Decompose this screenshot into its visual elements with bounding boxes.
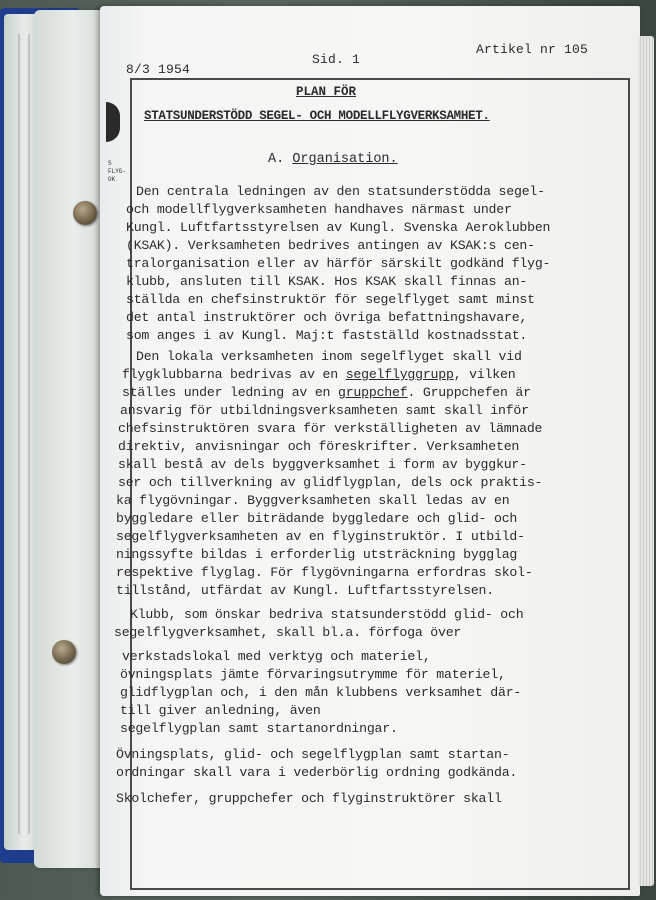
paragraph-line: Den lokala verksamheten inom segelflyget skall vid [136, 349, 522, 364]
paragraph-line: direktiv, anvisningar och föreskrifter. Verksamheten [118, 439, 520, 454]
list-item: till giver anledning, även [120, 703, 321, 718]
document-page [100, 6, 640, 896]
ksak-seal-icon: S FLYG- OK [106, 102, 120, 212]
emphasis-segelflyggrupp: segelflyggrupp [345, 367, 454, 382]
paragraph-line: flygklubbarna bedrivas av en segelflyggrupp, vilken [122, 367, 516, 382]
paragraph-line: tillstånd, utfärdat av Kungl. Luftfartsstyrelsen. [116, 583, 494, 598]
section-title: Organisation. [292, 152, 398, 167]
section-label: A. [268, 152, 285, 167]
list-item: verkstadslokal med verktyg och materiel, [122, 649, 431, 664]
paragraph-line: byggledare eller biträdande byggledare och glid- och [116, 511, 518, 526]
paragraph-line: ställes under ledning av en gruppchef. Gruppchefen är [122, 385, 531, 400]
paragraph-line: ka flygövningar. Byggverksamheten skall ledas av en [116, 493, 510, 508]
paragraph-line: och modellflygverksamheten handhaves närmast under [126, 202, 512, 217]
article-number: Artikel nr 105 [476, 42, 589, 57]
title-line-1: PLAN FÖR [296, 85, 357, 99]
paragraph-line: Kungl. Luftfartsstyrelsen av Kungl. Svenska Aeroklubben [126, 220, 551, 235]
paragraph-line: ställda en chefsinstruktör för segelflyget samt minst [126, 292, 535, 307]
paragraph-line: ansvarig för utbildningsverksamheten samt skall inför [120, 403, 529, 418]
paragraph-line: chefsinstruktören svara för verkställigheten av lämnade [118, 421, 543, 436]
emphasis-gruppchef: gruppchef [338, 385, 408, 400]
paragraph-line: som anges i av Kungl. Maj:t fastställd kostnadsstat. [126, 328, 528, 343]
paragraph-line: ningssyfte bildas i erforderlig utsträckning bygglag [116, 547, 518, 562]
paragraph-line: Övningsplats, glid- och segelflygplan samt startan- [116, 747, 510, 762]
paragraph-line: Klubb, som önskar bedriva statsunderstödd glid- och [130, 607, 524, 622]
list-item: glidflygplan och, i den mån klubbens verksamhet där- [120, 685, 522, 700]
binder-rivet-icon [73, 201, 97, 225]
paragraph-line: ordningar skall vara i vederbörlig ordning godkända. [116, 765, 518, 780]
paragraph-line: segelflygverksamhet, skall bl.a. förfoga över [114, 625, 462, 640]
document-date: 8/3 1954 [126, 62, 191, 77]
title-line-2: STATSUNDERSTÖDD SEGEL- OCH MODELLFLYGVERKSAMHET. [144, 109, 490, 123]
paragraph-line: Den centrala ledningen av den statsunderstödda segel- [136, 184, 545, 199]
list-item: segelflygplan samt startanordningar. [120, 721, 398, 736]
binder-rivet-icon [52, 640, 76, 664]
section-heading [268, 152, 398, 167]
paragraph-line: det antal instruktörer och övriga befattningshavare, [126, 310, 528, 325]
list-item: övningsplats jämte förvaringsutrymme för materiel, [120, 667, 506, 682]
paragraph-line: skall bestå av dels byggverksamhet i form av byggkur- [118, 457, 527, 472]
paragraph-line: (KSAK). Verksamheten bedrives antingen av KSAK:s cen- [126, 238, 535, 253]
paragraph-line: tralorganisation eller av härför särskilt godkänd flyg- [126, 256, 551, 271]
paragraph-line: respektive flyglag. För flygövningarna erfordras skol- [116, 565, 533, 580]
paragraph-line: klubb, ansluten till KSAK. Hos KSAK skall finnas an- [126, 274, 528, 289]
page-number: Sid. 1 [312, 52, 361, 67]
page-stack-edge [638, 36, 654, 886]
paragraph-line: segelflygverksamheten av en flyginstruktör. I utbild- [116, 529, 525, 544]
paragraph-line: Skolchefer, gruppchefer och flyginstruktörer skall [116, 791, 502, 806]
paragraph-line: ser och tillverkning av glidflygplan, dels ock praktis- [118, 475, 543, 490]
